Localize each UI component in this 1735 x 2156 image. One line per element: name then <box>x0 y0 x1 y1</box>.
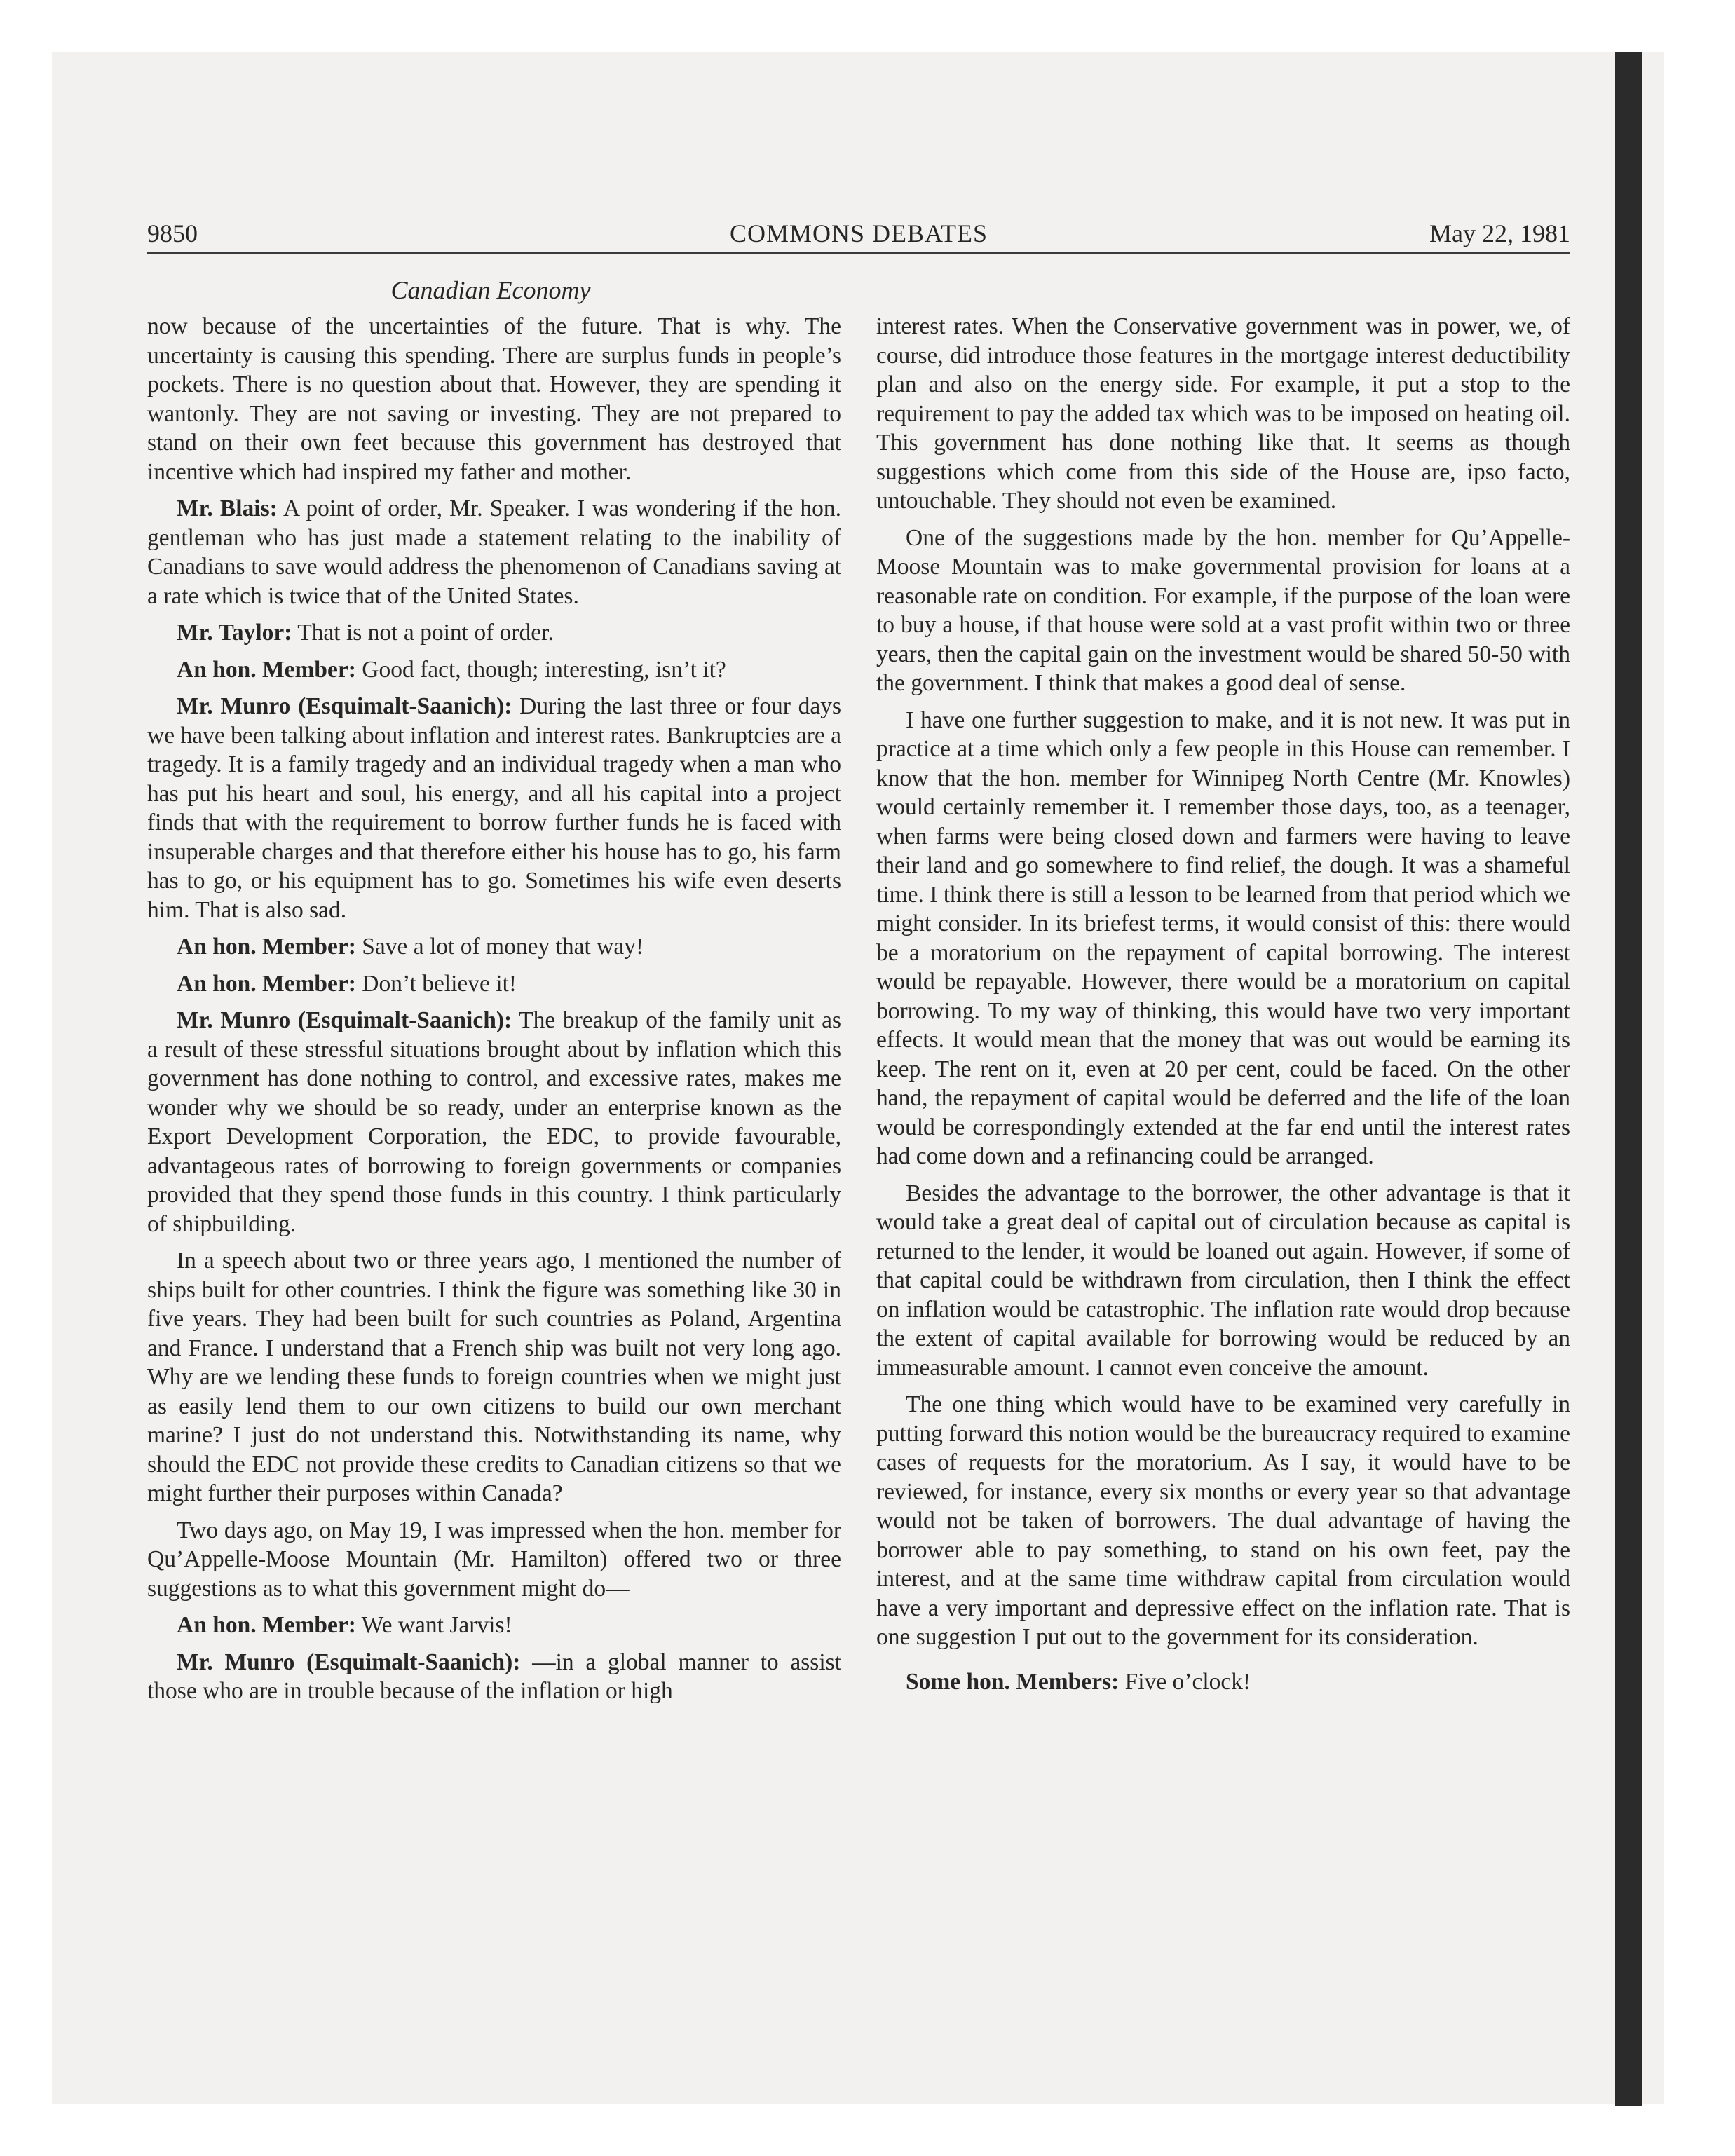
speaker-name: Some hon. Members: <box>906 1668 1120 1695</box>
paragraph: Mr. Munro (Esquimalt-Saanich): During the last three or four days we have been talking about inflation and interest rates. Bankruptcies are a tragedy. It is a family tragedy and an individual tragedy when a man who has put his heart and soul, his energy, and all his capital into a project finds that with the requirement to borrow further funds he is faced with insuperable charges and that therefore either his house has to go, his farm has to go, or his equipment has to go. Sometimes his wife even deserts him. That is also sad. <box>147 693 841 923</box>
section-title: Canadian Economy <box>390 276 591 304</box>
paragraph: Besides the advantage to the borrower, the other advantage is that it would take a great deal of capital out of circulation because as capital is returned to the lender, it would be loaned out again. However, if some of that capital could be withdrawn from circulation, then I think the effect on inflation would be catastrophic. The inflation rate would drop because the extent of capital available for borrowing would be reduced by an immeasurable amount. I cannot even conceive the amount. <box>876 1180 1570 1381</box>
speaker-name: An hon. Member: <box>177 656 356 683</box>
paragraph: Mr. Munro (Esquimalt-Saanich): —in a global manner to assist those who are in trouble because of the inflation or high <box>147 1649 842 1704</box>
speaker-name: Mr. Munro (Esquimalt-Saanich): <box>177 1007 512 1033</box>
paragraph: An hon. Member: Good fact, though; interesting, isn’t it? <box>177 656 726 683</box>
paragraph: now because of the uncertainties of the future. That is why. The uncertainty is causing this spending. There are surplus funds in people’s pockets. There is no question about that. However, they are spending it wantonly. They are not saving or investing. They are not prepared to stand on their own feet because this government has destroyed that incentive which had inspired my father and mother. <box>147 313 841 485</box>
paragraph: An hon. Member: Save a lot of money that way! <box>177 934 644 960</box>
paragraph: One of the suggestions made by the hon. member for Qu’Appelle-Moose Mountain was to make governmental provision for loans at a reasonable rate on condition. For example, if the purpose of the loan were to buy a house, if that house were sold at a vast profit within two or three years, then the capital gain on the investment would be shared 50-50 with the government. I think that makes a good deal of sense. <box>876 524 1570 696</box>
paragraph: Mr. Blais: A point of order, Mr. Speaker. I was wondering if the hon. gentleman who has just made a statement relating to the inability of Canadians to save would address the phenomenon of Canadians saving at a rate which is twice that of the United States. <box>147 496 842 609</box>
speaker-name: Mr. Taylor: <box>177 620 292 646</box>
paragraph: The one thing which would have to be examined very carefully in putting forward this notion would be the bureaucracy required to examine cases of requests for the moratorium. As I say, it would have to be reviewed, for instance, every six months or every year so that advantage would not be taken of borrowers. The dual advantage of having the borrower able to pay something, to stand on his own feet, pay the interest, and at the same time withdraw capital from circulation would have a very important and depressive effect on the inflation rate. That is one suggestion I put out to the government for its consideration. <box>876 1391 1570 1650</box>
paragraph: Mr. Munro (Esquimalt-Saanich): The breakup of the family unit as a result of these stressful situations brought about by inflation which this government has done nothing to control, and excessive rates, makes me wonder why we should be so ready, under an enterprise known as the Export Development Corporation, the EDC, to provide favourable, advantageous rates of borrowing to foreign governments or companies provided that they spend those funds in this country. I think particularly of shipbuilding. <box>147 1007 841 1237</box>
page-header <box>147 219 1570 248</box>
speaker-name: An hon. Member: <box>177 970 356 997</box>
speaker-name: An hon. Member: <box>177 934 356 960</box>
paragraph: Some hon. Members: Five o’clock! <box>906 1668 1251 1695</box>
paragraph: An hon. Member: We want Jarvis! <box>177 1612 512 1638</box>
speaker-name: An hon. Member: <box>177 1612 356 1638</box>
journal-title: COMMONS DEBATES <box>729 219 988 247</box>
page-number: 9850 <box>147 219 198 247</box>
paragraph: interest rates. When the Conservative government was in power, we, of course, did introduce those features in the mortgage interest deductibility plan and also on the energy side. For example, it put a stop to the requirement to pay the added tax which was to be imposed on heating oil. This government has done nothing like that. It seems as though suggestions which come from this side of the House are, ipso facto, untouchable. They should not even be examined. <box>876 313 1570 514</box>
speaker-name: Mr. Munro (Esquimalt-Saanich): <box>177 1649 521 1675</box>
paragraph: Two days ago, on May 19, I was impressed when the hon. member for Qu’Appelle-Moose Mountain (Mr. Hamilton) offered two or three suggestions as to what this government might do— <box>147 1517 841 1602</box>
issue-date: May 22, 1981 <box>1429 219 1570 247</box>
paragraph: Mr. Taylor: That is not a point of order. <box>177 620 554 646</box>
scan-edge-shadow <box>1615 52 1642 2106</box>
paragraph: In a speech about two or three years ago, I mentioned the number of ships built for other countries. I think the figure was something like 30 in five years. They had been built for such countries as Poland, Argentina and France. I understand that a French ship was built not very long ago. Why are we lending these funds to foreign countries when we might just as easily lend them to our own citizens to build our own merchant marine? I just do not understand this. Notwithstanding its name, why should the EDC not provide these credits to Canadian citizens so that we might further their purposes within Canada? <box>147 1248 841 1506</box>
left-column <box>147 312 841 1714</box>
paragraph: An hon. Member: Don’t believe it! <box>177 970 517 997</box>
speaker-name: Mr. Blais: <box>177 496 278 521</box>
header-rule <box>147 252 1570 254</box>
paragraph: I have one further suggestion to make, and it is not new. It was put in practice at a time which only a few people in this House can remember. I know that the hon. member for Winnipeg North Centre (Mr. Knowles) would certainly remember it. I remember those days, too, as a teenager, when farms were being closed down and farmers were having to leave their land and go somewhere to find relief, the dough. It was a shameful time. I think there is still a lesson to be learned from that period which we might consider. In its briefest terms, it would consist of this: there would be a moratorium on the repayment of capital borrowing. The interest would be repayable. However, there would be a moratorium on capital borrowing. To my way of thinking, this would have two very important effects. It would mean that the money that was out would be earning its keep. The rent on it, even at 20 per cent, could be faced. On the other hand, the repayment of capital would be deferred and the life of the loan would be correspondingly extended at the far end until the interest rates had come down and a refinancing could be arranged. <box>876 707 1570 1169</box>
speaker-name: Mr. Munro (Esquimalt-Saanich): <box>177 693 512 719</box>
right-column <box>876 312 1570 1704</box>
